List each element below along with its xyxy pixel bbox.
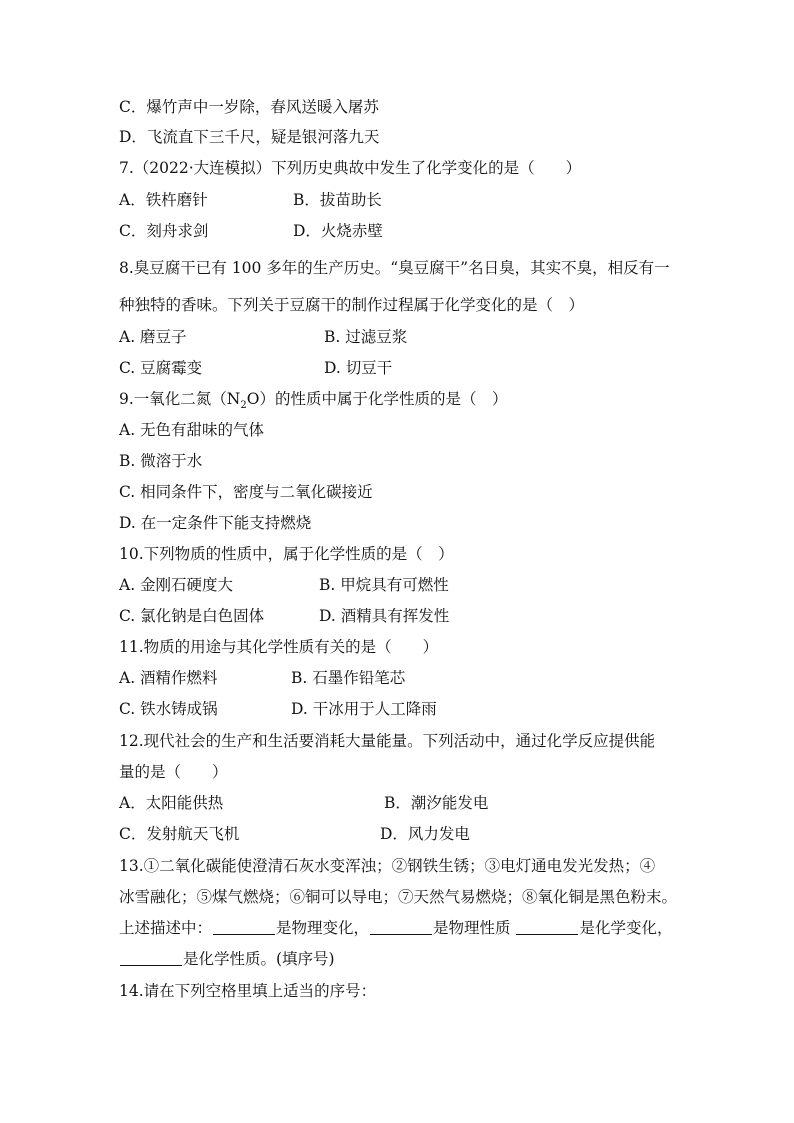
q12-option-b: B．潮汐能发电 [384,794,489,812]
q7-option-a: A．铁杵磨针 [119,191,208,209]
question-10: 10.下列物质的性质中，属于化学性质的是（ ） [119,545,454,563]
q7-option-c: C．刻舟求剑 [119,222,209,240]
question-8-line-2: 种独特的香味。下列关于豆腐干的制作过程属于化学变化的是（ ） [119,296,585,314]
q8-option-a: A. 磨豆子 [119,328,187,346]
question-14: 14.请在下列空格里填上适当的序号： [119,982,377,1000]
q11-option-a: A. 酒精作燃料 [119,669,218,687]
option-d-line: D．飞流直下三千尺，疑是银河落九天 [119,128,380,146]
question-13-line-2: 冰雪融化；⑤煤气燃烧；⑥铜可以导电；⑦天然气易燃烧；⑧氧化铜是黑色粉末。 [119,888,678,906]
q9-option-c: C. 相同条件下，密度与二氧化碳接近 [119,483,373,501]
answer-blank-physical-change[interactable] [213,918,275,935]
q12-option-c: C．发射航天飞机 [119,825,240,843]
q7-option-d: D．火烧赤壁 [293,222,383,240]
question-11: 11.物质的用途与其化学性质有关的是（ ） [119,638,439,656]
q12-option-d: D．风力发电 [380,825,470,843]
q8-option-d: D. 切豆干 [324,359,393,377]
q11-option-d: D. 干冰用于人工降雨 [291,700,437,718]
q11-option-b: B. 石墨作铅笔芯 [291,669,406,687]
q7-option-b: B．拔苗助长 [293,191,382,209]
q9-option-d: D. 在一定条件下能支持燃烧 [119,514,312,532]
q8-option-c: C. 豆腐霉变 [119,359,203,377]
q10-option-a: A. 金刚石硬度大 [119,576,234,594]
q13-chemical-property-label: 是化学性质。(填序号) [183,950,335,968]
q8-option-b: B. 过滤豆浆 [324,328,408,346]
q13-physical-property-label: 是物理性质 [433,919,511,937]
q9-subscript: 2 [240,400,247,412]
question-13-line-1: 13.①二氧化碳能使澄清石灰水变浑浊；②钢铁生锈；③电灯通电发光发热；④ [119,857,656,875]
option-c-line: C．爆竹声中一岁除，春风送暖入屠苏 [119,98,379,116]
q10-option-b: B. 甲烷具有可燃性 [319,576,449,594]
q9-option-a: A. 无色有甜味的气体 [119,421,265,439]
q13-chemical-change-label: 是化学变化， [579,919,673,937]
q12-option-a: A．太阳能供热 [119,794,224,812]
question-7: 7.（2022·大连模拟）下列历史典故中发生了化学变化的是（ ） [119,159,582,177]
question-9 [119,388,507,417]
q10-option-c: C. 氯化钠是白色固体 [119,607,265,625]
q13-lead: 上述描述中： [119,919,213,937]
answer-blank-chemical-change[interactable] [516,918,578,935]
answer-blank-chemical-property[interactable] [120,949,182,966]
q11-option-c: C. 铁水铸成锅 [119,700,218,718]
q13-physical-change-label: 是物理变化， [276,919,370,937]
q9-text-pre: 9.一氧化二氮（N [119,390,241,408]
question-12-line-1: 12.现代社会的生产和生活要消耗大量能量。下列活动中，通过化学反应提供能 [119,732,656,750]
question-13-line-4 [119,948,335,970]
q9-text-post: O）的性质中属于化学性质的是（ ） [246,390,508,408]
q9-option-b: B. 微溶于水 [119,452,203,470]
question-8-line-1: 8.臭豆腐干已有 100 多年的生产历史。“臭豆腐干”名日臭，其实不臭，相反有一 [119,259,670,277]
question-12-line-2: 量的是（ ） [119,763,228,781]
question-13-line-3 [119,917,673,939]
q10-option-d: D. 酒精具有挥发性 [319,607,450,625]
answer-blank-physical-property[interactable] [370,918,432,935]
